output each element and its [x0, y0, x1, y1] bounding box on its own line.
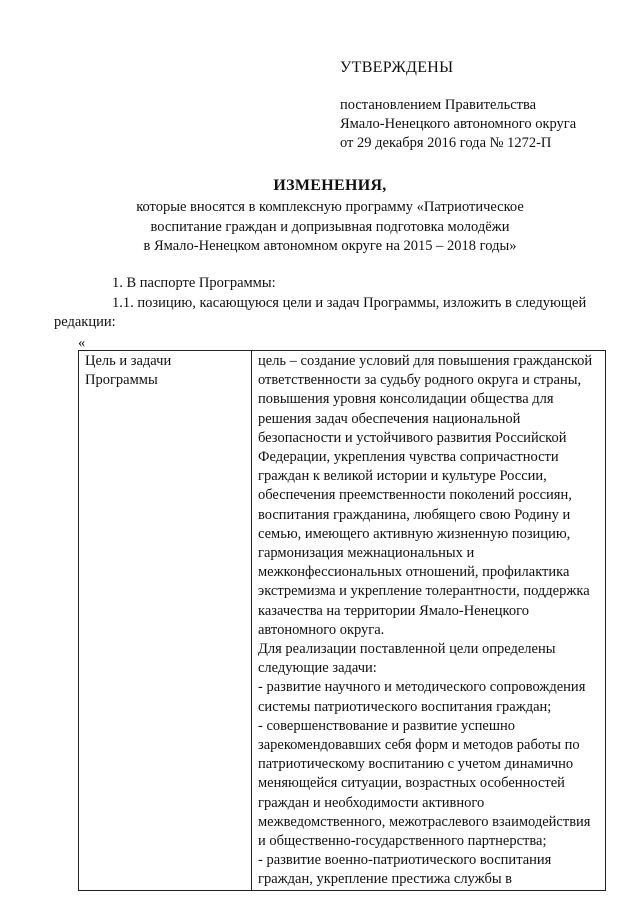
table-cell-label [79, 351, 252, 891]
content-line: граждан к великой истории и культуре России, [258, 468, 547, 485]
content-line: граждан, укрепление престижа службы в [258, 871, 513, 888]
content-line: меняющейся ситуации, возрастных особенностей [258, 775, 565, 792]
document-heading [60, 176, 600, 257]
table-row [79, 351, 606, 891]
table-cell-content [252, 351, 606, 891]
content-line: ответственности за судьбу родного округа и страны, [258, 372, 582, 389]
content-line: граждан и необходимости активного [258, 794, 485, 811]
item-1-1: 1.1. позицию, касающуюся цели и задач Программы, изложить в следующей [112, 294, 587, 311]
approval-title: УТВЕРЖДЕНЫ [340, 59, 454, 76]
content-line: патриотическому воспитанию с учетом динамично [258, 756, 574, 773]
passport-table [78, 350, 606, 891]
content-line: автономного округа. [258, 621, 385, 638]
content-line: и общественно-государственного партнерства; [258, 833, 547, 850]
document-subtitle-line: воспитание граждан и допризывная подготовка молодёжи [150, 218, 510, 235]
document-body [54, 274, 608, 333]
content-line: - развитие научного и методического сопровождения [258, 679, 586, 696]
item-1: 1. В паспорте Программы: [112, 275, 276, 291]
content-line: межведомственного, межотраслевого взаимодействия [258, 813, 591, 830]
content-line: Федерации, укрепления чувства сопричастности [258, 449, 559, 466]
approval-block [340, 58, 630, 153]
approval-line-date-number: от 29 декабря 2016 года № 1272-П [340, 135, 552, 151]
content-line: системы патриотического воспитания граждан; [258, 698, 552, 715]
label-line: Программы [85, 372, 158, 389]
item-1-1-continuation: редакции: [54, 314, 116, 330]
document-title: ИЗМЕНЕНИЯ, [273, 177, 387, 194]
content-line: обеспечения преемственности поколений россиян, [258, 487, 572, 504]
content-line: казачества на территории Ямало-Ненецкого [258, 602, 529, 619]
content-line: Для реализации поставленной цели определены [258, 641, 556, 658]
content-line: - совершенствование и развитие успешно [258, 717, 516, 734]
content-line: экстремизма и укрепление толерантности, поддержка [258, 583, 590, 600]
opening-quote: « [78, 335, 86, 351]
content-line: - развитие военно-патриотического воспитания [258, 852, 552, 869]
document-subtitle-line: в Ямало-Ненецком автономном округе на 2015 – 2018 годы» [143, 238, 517, 254]
content-line: цель – создание условий для повышения гражданской [258, 353, 593, 369]
content-line: межконфессиональных отношений, профилактика [258, 564, 570, 581]
content-line: гармонизация межнациональных и [258, 545, 475, 562]
content-line: следующие задачи: [258, 660, 377, 677]
label-line: Цель и задачи [85, 353, 172, 369]
content-line: зарекомендовавших себя форм и методов работы по [258, 737, 580, 754]
content-line: воспитания гражданина, любящего свою Родину и [258, 506, 571, 523]
document-subtitle-line: которые вносятся в комплексную программу «Патриотическое [136, 199, 524, 215]
content-line: решения задач обеспечения национальной [258, 410, 521, 427]
content-line: повышения уровня консолидации общества для [258, 391, 554, 408]
content-line: семью, имеющего активную жизненную позицию, [258, 525, 571, 542]
approval-line-resolution: постановлением Правительства [340, 97, 537, 113]
approval-line-government: Ямало-Ненецкого автономного округа [340, 116, 577, 132]
content-line: безопасности и устойчивого развития Российской [258, 429, 567, 446]
